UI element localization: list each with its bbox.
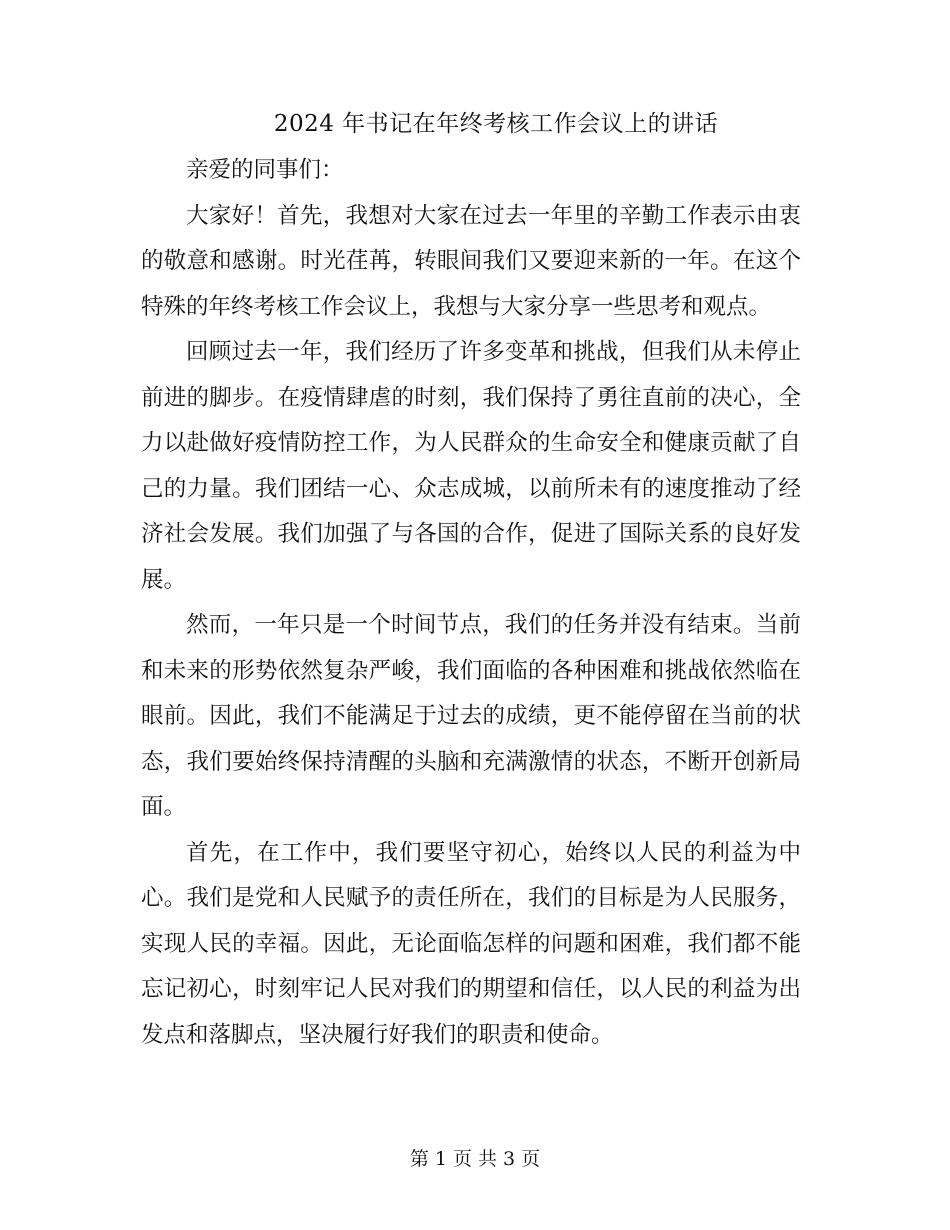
page-number: 第 1 页 共 3 页	[409, 1148, 541, 1170]
document-title: 2024 年书记在年终考核工作会议上的讲话	[273, 111, 719, 137]
paragraph-challenges: 然而，一年只是一个时间节点，我们的任务并没有结束。当前和未来的形势依然复杂严峻，我们面临的各种困难和挑战依然临在眼前。因此，我们不能满足于过去的成绩，更不能停留在当前的状态，我们要始终保持清醒的头脑和充满激情的状态，不断开创新局面。	[141, 612, 801, 820]
page-footer	[0, 1144, 950, 1174]
paragraph-review: 回顾过去一年，我们经历了许多变革和挑战，但我们从未停止前进的脚步。在疫情肆虐的时刻，我们保持了勇往直前的决心，全力以赴做好疫情防控工作，为人民群众的生命安全和健康贡献了自己的力量。我们团结一心、众志成城，以前所未有的速度推动了经济社会发展。我们加强了与各国的合作，促进了国际关系的良好发展。	[141, 339, 801, 593]
document-body	[141, 148, 801, 1058]
paragraph-greeting: 大家好！首先，我想对大家在过去一年里的辛勤工作表示由衷的敬意和感谢。时光荏苒，转眼间我们又要迎来新的一年。在这个特殊的年终考核工作会议上，我想与大家分享一些思考和观点。	[141, 202, 801, 320]
paragraph-original-aspiration: 首先，在工作中，我们要坚守初心，始终以人民的利益为中心。我们是党和人民赋予的责任所在，我们的目标是为人民服务，实现人民的幸福。因此，无论面临怎样的问题和困难，我们都不能忘记初心，时刻牢记人民对我们的期望和信任，以人民的利益为出发点和落脚点，坚决履行好我们的职责和使命。	[141, 839, 801, 1048]
salutation: 亲爱的同事们：	[186, 157, 344, 183]
